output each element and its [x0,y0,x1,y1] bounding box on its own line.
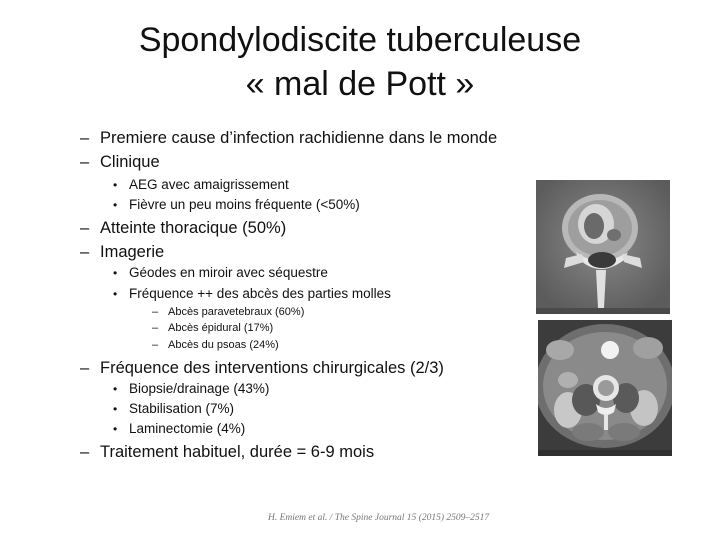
bullet-text: Fréquence des interventions chirurgicales (2/3) [100,359,444,377]
dash-marker: – [80,443,90,461]
dash-marker: – [152,339,159,351]
bullet-marker: • [113,402,118,416]
sub-sub-item [152,321,273,335]
sub-bullet-item [113,285,391,303]
bullet-text: Premiere cause d’infection rachidienne dans le monde [100,129,498,147]
bullet-item [80,152,160,172]
bullet-marker: • [113,422,118,436]
sub-bullet-item [113,420,245,438]
title-line-2: « mal de Pott » [245,65,475,103]
bullet-marker: • [113,382,118,396]
sub-bullet-item [113,264,328,282]
dash-marker: – [80,219,90,237]
citation-reference: H. Emiem et al. / The Spine Journal 15 (2015) 2509–2517 [268,513,490,523]
bullet-text: Fréquence ++ des abcès des parties molles [129,286,391,301]
sub-sub-item [152,305,304,319]
sub-bullet-item [113,400,234,418]
bullet-text: Fièvre un peu moins fréquente (<50%) [129,197,360,212]
bullet-text: AEG avec amaigrissement [129,177,289,192]
bullet-text: Imagerie [100,243,165,261]
bullet-text: Abcès paravetebraux (60%) [168,306,305,318]
sub-sub-item [152,338,279,352]
bullet-text: Géodes en miroir avec séquestre [129,265,328,280]
ct-abdomen-contrast-image [538,320,672,456]
bullet-marker: • [113,178,118,192]
ct-vertebra-bone-window-image [536,180,670,314]
bullet-text: Abcès du psoas (24%) [168,339,279,351]
sub-bullet-item [113,176,289,194]
bullet-text: Traitement habituel, durée = 6-9 mois [100,443,375,461]
bullet-text: Laminectomie (4%) [129,421,246,436]
bullet-item [80,442,374,462]
bullet-marker: • [113,198,118,212]
dash-marker: – [152,322,159,334]
bullet-item [80,128,497,148]
sub-bullet-item [113,196,360,214]
bullet-text: Abcès épidural (17%) [168,322,274,334]
bullet-item [80,358,444,378]
bullet-text: Stabilisation (7%) [129,401,235,416]
bullet-marker: • [113,287,118,301]
bullet-text: Atteinte thoracique (50%) [100,219,287,237]
dash-marker: – [80,129,90,147]
bullet-text: Biopsie/drainage (43%) [129,381,270,396]
bullet-text: Clinique [100,153,160,171]
bullet-item [80,242,164,262]
sub-bullet-item [113,380,269,398]
dash-marker: – [80,359,90,377]
title-line-1: Spondylodiscite tuberculeuse [138,21,582,59]
dash-marker: – [80,153,90,171]
dash-marker: – [80,243,90,261]
bullet-marker: • [113,266,118,280]
dash-marker: – [152,306,159,318]
bullet-item [80,218,286,238]
